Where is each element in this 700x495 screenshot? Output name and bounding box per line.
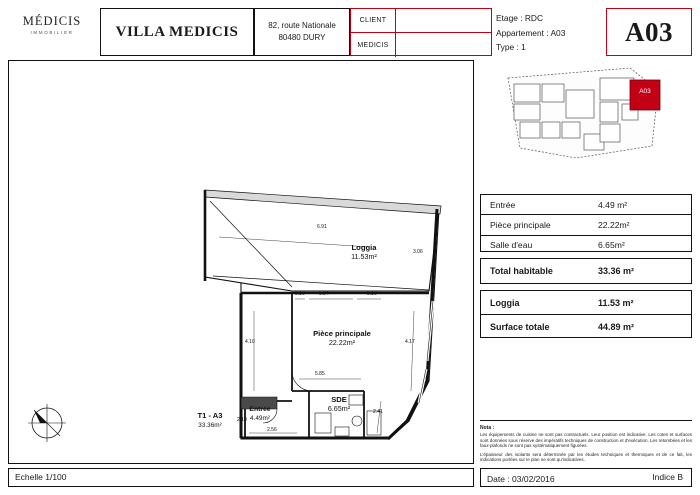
area-value: 11.53 m² — [598, 297, 634, 308]
unit-type-label: T1 - A3 — [197, 411, 223, 420]
room-label-sde — [311, 395, 367, 413]
program-title-box — [100, 8, 254, 56]
area-name: Surface totale — [490, 321, 550, 332]
area-name: Total habitable — [490, 266, 553, 276]
dim-main-right: 4.17 — [405, 339, 415, 345]
lot-info-box — [492, 8, 606, 56]
address-line-2: 80480 DURY — [278, 33, 326, 42]
key-plan — [480, 60, 692, 168]
date-label: Date : 03/02/2016 — [487, 474, 555, 484]
type-text: Type : 1 — [496, 42, 526, 52]
area-name: Loggia — [490, 297, 520, 308]
area-value: 4.49 m² — [598, 199, 628, 210]
area-row — [481, 314, 691, 338]
address-text — [268, 20, 336, 44]
address-line-1: 82, route Nationale — [268, 21, 336, 30]
areas-table-total-habitable — [480, 258, 692, 284]
unit-label — [175, 411, 245, 430]
area-value: 22.22m² — [598, 219, 630, 230]
room-area-entree: 4.49m² — [250, 415, 270, 422]
dim-main-left: 4.10 — [245, 339, 255, 345]
area-value: 33.36 m² — [598, 266, 635, 276]
company-logo — [8, 8, 96, 56]
dim-entry-width: 2.56 — [267, 427, 277, 433]
appartement-text: Appartement : A03 — [496, 27, 566, 38]
plan-geometry-icon — [9, 61, 473, 463]
area-row — [481, 291, 691, 314]
scale-box — [8, 468, 474, 487]
dim-sde-right: 2.41 — [373, 409, 383, 415]
room-area-loggia: 11.53m² — [351, 252, 377, 261]
client-row — [351, 9, 491, 33]
area-value: 6.65m² — [598, 240, 625, 251]
unit-area-label: 33.36m² — [198, 422, 222, 429]
program-title: VILLA MEDICIS — [115, 23, 239, 40]
lot-code-box — [606, 8, 692, 56]
footer-date-box — [480, 468, 692, 487]
dim-entry-height: 2.10 — [237, 417, 247, 423]
scale-label: Echelle 1/100 — [15, 472, 67, 482]
dim-loggia-bottom-1: 3.10 — [295, 291, 305, 297]
notes-paragraph-1: Les équipements de cuisine ne sont pas contractuels. Leur position est indicative. Les cotes et surfaces sont données sous réserve des impératifs techniques de construction et d'exécution. Les retombées et les faux-plafonds ne sont pas systématiquement figurées. — [480, 432, 692, 449]
room-label-piece-principale — [287, 329, 397, 347]
area-name: Entrée — [490, 199, 516, 210]
area-row — [481, 214, 691, 234]
floor-plan-drawing — [8, 60, 474, 464]
room-name-entree: Entrée — [249, 406, 271, 413]
plan-canvas — [9, 61, 473, 463]
address-box — [254, 8, 350, 56]
area-name: Salle d'eau — [490, 240, 533, 251]
dim-loggia-bottom-2: 5.84 — [319, 291, 329, 297]
client-signature-box — [350, 8, 492, 56]
dim-loggia-bottom-3: 3.10 — [367, 291, 377, 297]
room-area-piece-principale: 22.22m² — [328, 338, 356, 347]
key-plan-lot-label: A03 — [639, 88, 651, 95]
lot-code: A03 — [625, 16, 673, 47]
medicis-label: MEDICIS — [351, 33, 396, 57]
notes-title: Nota : — [480, 425, 495, 431]
logo-tagline: IMMOBILIER — [30, 30, 74, 35]
areas-table-total — [480, 290, 692, 338]
room-name-sde: SDE — [331, 395, 347, 404]
compass — [23, 399, 71, 452]
room-name-loggia: Loggia — [351, 243, 377, 252]
etage-text: Etage : RDC — [496, 13, 544, 23]
area-value: 44.89 m² — [598, 321, 635, 332]
client-label: CLIENT — [351, 9, 396, 32]
medicis-row — [351, 33, 491, 57]
dim-loggia-right: 3.06 — [413, 249, 423, 255]
dim-loggia-top: 6.91 — [317, 224, 327, 230]
room-name-piece-principale: Pièce principale — [313, 329, 371, 338]
key-plan-icon — [480, 60, 692, 168]
compass-icon — [23, 399, 71, 447]
notes-paragraph-2: L'épaisseur des isolants sera déterminée par les études techniques et thermiques et de ce fait, les indications portées sur le plan ne sont qu'indicatives. — [480, 451, 692, 463]
indice-label: Indice B — [652, 472, 683, 482]
logo-company-name: MÉDICIS — [22, 14, 82, 28]
dim-mid-width: 5.85 — [315, 371, 325, 377]
area-name: Pièce principale — [490, 219, 551, 230]
area-row — [481, 235, 691, 255]
room-area-sde: 6.65m² — [327, 404, 351, 413]
area-row — [481, 195, 691, 214]
room-label-loggia — [321, 243, 407, 261]
area-row — [481, 259, 691, 283]
medicis-value[interactable] — [395, 33, 491, 57]
client-value[interactable] — [395, 9, 491, 32]
areas-table-rooms — [480, 194, 692, 252]
